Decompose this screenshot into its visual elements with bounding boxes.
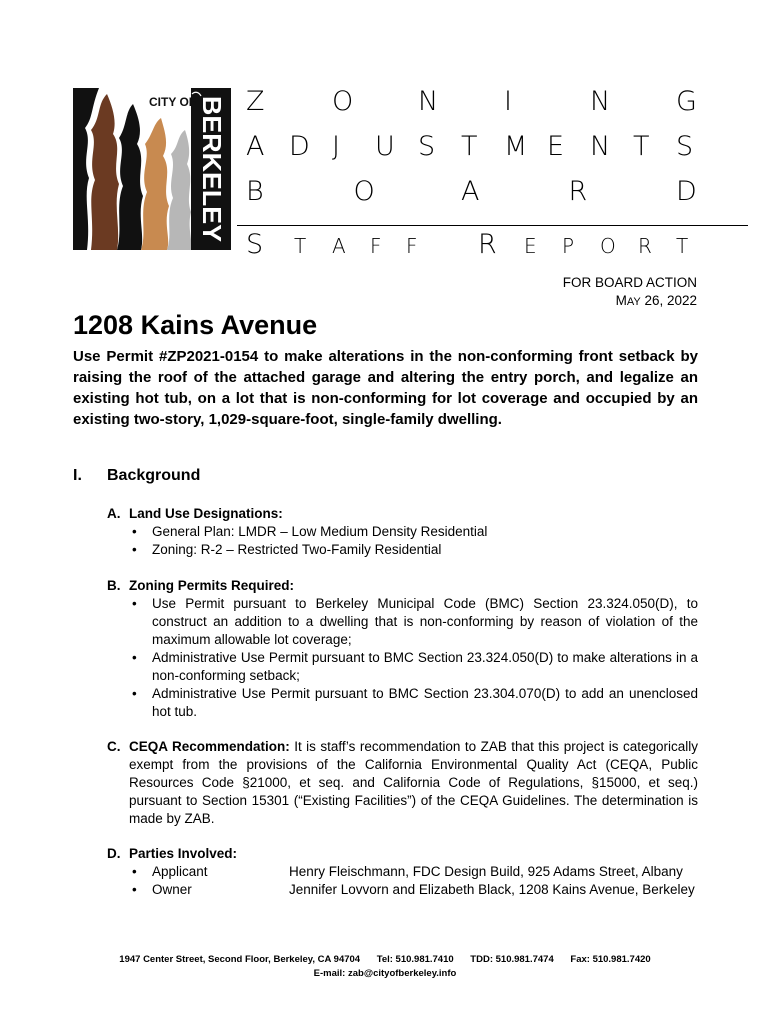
masthead-letter: A <box>332 234 346 258</box>
ceqa-recommendation: C. CEQA Recommendation: It is staff’s recommendation to ZAB that this project is categorically exempt from the provisions of the California Environmental Quality Act (CEQA, Public Resources Code §21000, et seq. and California Code of Regulations, §15000, et seq.) pursuant to Section 15301 (“Existing Facilities”) of the CEQA Guidelines. The determination is made by ZAB. <box>107 739 698 826</box>
masthead-zoning <box>246 88 698 118</box>
masthead-letter: F <box>406 234 418 258</box>
masthead-letter: D <box>289 131 310 162</box>
party-name: Henry Fleischmann, FDC Design Build, 925 Adams Street, Albany <box>289 864 683 879</box>
list-item: • Zoning: R-2 – Restricted Two-Family Residential <box>130 541 698 559</box>
masthead-letter: R <box>638 234 652 258</box>
meeting-date: MAY 26, 2022 <box>615 293 697 308</box>
masthead-letter: N <box>418 86 439 117</box>
masthead-letter: P <box>562 234 575 258</box>
land-use-list <box>107 523 698 559</box>
list-item: • Administrative Use Permit pursuant to BMC Section 23.324.050(D) to make alterations in a non-conforming setback; <box>130 649 698 685</box>
page-title: 1208 Kains Avenue <box>73 310 318 340</box>
masthead-adjustments <box>246 133 698 163</box>
party-owner <box>107 881 698 899</box>
masthead-letter: A <box>246 131 265 162</box>
board-action-block <box>563 274 697 311</box>
parties-involved: D. Parties Involved: • Applicant Henry Fleischmann, FDC Design Build, 925 Adams Street, Albany • Owner Jennifer Lovvorn and Elizabeth Black, 1208 Kains Avenue, Berkeley <box>107 845 698 899</box>
masthead-letter: O <box>332 86 354 117</box>
project-description: Use Permit #ZP2021-0154 to make alterations in the non-conforming front setback by raising the roof of the attached garage and altering the entry porch, and legalize an existing hot tub, on a lot that is non-conforming for lot coverage and occupied by an existing two-story, 1,029-square-foot, single-family dwelling. <box>73 348 698 428</box>
masthead-letter: E <box>547 131 565 162</box>
masthead-letter: J <box>332 131 340 162</box>
zoning-permits-list <box>107 595 698 721</box>
masthead-letter: B <box>246 176 264 207</box>
logo-berkeley: BERKELEY <box>197 96 227 238</box>
party-role: • Owner <box>152 882 192 897</box>
masthead-letter: R <box>568 176 588 207</box>
masthead-letter: U <box>375 131 395 162</box>
zoning-permits-required: B. Zoning Permits Required: • Use Permit pursuant to Berkeley Municipal Code (BMC) Section 23.324.050(D), to construct an addition to a dwelling that is non-conforming by reason of violation of the maximum allowable lot coverage; • Administrative Use Permit pursuant to BMC Section 23.324.050(D) to make alterations in a non-conforming setback; • Administrative Use Permit pursuant to BMC Section 23.304.070(D) to add an unenclosed hot tub. <box>107 577 698 721</box>
masthead-letter: M <box>504 131 528 162</box>
party-name: Jennifer Lovvorn and Elizabeth Black, 1208 Kains Avenue, Berkeley <box>289 882 695 897</box>
list-item: • Administrative Use Permit pursuant to BMC Section 23.304.070(D) to add an unenclosed hot tub. <box>130 685 698 721</box>
masthead-letter: R <box>478 229 497 260</box>
masthead-letter: Z <box>246 86 265 117</box>
party-applicant <box>107 863 698 881</box>
page-footer <box>0 953 770 981</box>
list-item: • General Plan: LMDR – Low Medium Density Residential <box>130 523 698 541</box>
masthead-letter: O <box>353 176 375 207</box>
board-action-label: FOR BOARD ACTION <box>562 275 697 290</box>
city-of-berkeley-logo <box>73 88 231 250</box>
masthead-letter: I <box>504 86 512 117</box>
masthead-letter: D <box>676 176 697 207</box>
masthead-letter: A <box>461 176 480 207</box>
masthead-letter: F <box>370 234 382 258</box>
masthead-letter: G <box>676 86 697 117</box>
masthead-letter: O <box>600 234 616 258</box>
footer-tel: Tel: 510.981.7410 <box>376 954 454 965</box>
masthead-letter: T <box>461 131 478 162</box>
masthead-letter: N <box>590 131 611 162</box>
footer-tdd: TDD: 510.981.7474 <box>470 954 554 965</box>
masthead-letter: E <box>524 234 537 258</box>
footer-email: E-mail: zab@cityofberkeley.info <box>313 968 457 979</box>
masthead-board <box>246 178 698 208</box>
footer-fax: Fax: 510.981.7420 <box>570 954 651 965</box>
masthead-divider <box>237 225 748 226</box>
logo-city-of: CITY OF <box>149 95 197 109</box>
land-use-designations: A. Land Use Designations: • General Plan: LMDR – Low Medium Density Residential • Zoning: R-2 – Restricted Two-Family Residential <box>107 505 698 559</box>
masthead-letter: S <box>676 131 694 162</box>
masthead-staff-report <box>246 231 698 261</box>
masthead-letter: N <box>590 86 611 117</box>
party-role: • Applicant <box>152 864 208 879</box>
masthead-letter: S <box>246 229 264 260</box>
masthead-letter: T <box>676 234 689 258</box>
section-heading-background: I. Background <box>73 467 201 484</box>
footer-address: 1947 Center Street, Second Floor, Berkeley, CA 94704 <box>119 954 361 965</box>
list-item: • Use Permit pursuant to Berkeley Municipal Code (BMC) Section 23.324.050(D), to construct an addition to a dwelling that is non-conforming by reason of violation of the maximum allowable lot coverage; <box>130 595 698 649</box>
masthead-letter: S <box>418 131 436 162</box>
masthead-letter: T <box>294 234 307 258</box>
masthead-letter: T <box>633 131 650 162</box>
